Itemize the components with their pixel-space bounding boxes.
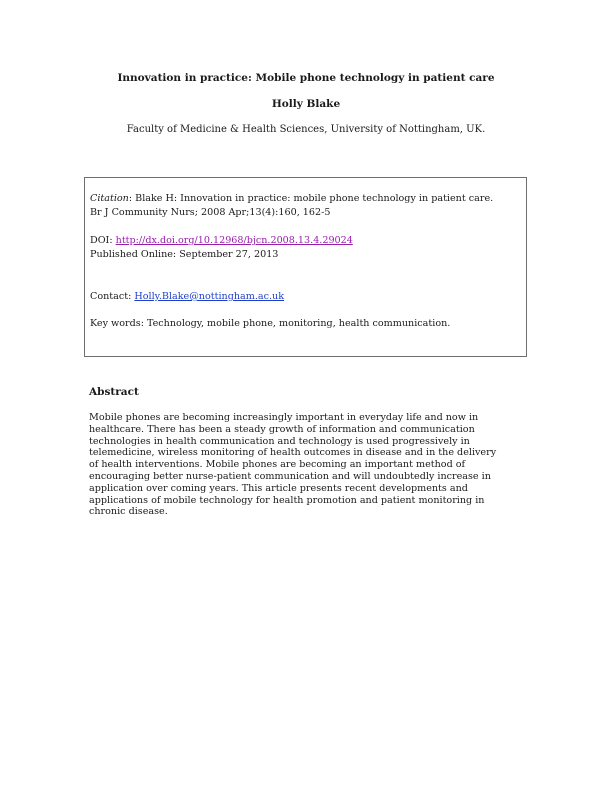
contact-label: Contact: — [90, 291, 135, 302]
abstract-line: application over coming years. This article presents recent developments and — [89, 482, 468, 494]
abstract-line: healthcare. There has been a steady growth of information and communication — [89, 423, 475, 435]
author-affiliation: Faculty of Medicine & Health Sciences, University of Nottingham, UK. — [126, 124, 486, 135]
citation-line-2: Br J Community Nurs; 2008 Apr;13(4):160, 162-5 — [90, 207, 331, 218]
abstract-line: of health interventions. Mobile phones are becoming an important method of — [89, 459, 466, 471]
paper-title: Innovation in practice: Mobile phone technology in patient care — [117, 72, 495, 84]
abstract-body — [89, 412, 519, 518]
abstract-line: encouraging better nurse-patient communication and will undoubtedly increase in — [89, 470, 491, 482]
abstract-line: telemedicine, wireless monitoring of health outcomes in disease and in the delivery — [89, 447, 497, 459]
abstract-line: chronic disease. — [89, 506, 168, 518]
doi-line — [90, 235, 353, 247]
keywords: Key words: Technology, mobile phone, monitoring, health communication. — [90, 318, 451, 329]
citation-box — [84, 177, 527, 357]
citation-label: Citation — [90, 193, 129, 204]
published-date: Published Online: September 27, 2013 — [90, 249, 279, 260]
doi-label: DOI: — [90, 235, 116, 246]
contact-line — [90, 291, 284, 303]
abstract-heading: Abstract — [89, 386, 139, 398]
contact-email-link[interactable]: Holly.Blake@nottingham.ac.uk — [134, 291, 285, 302]
abstract-line: applications of mobile technology for health promotion and patient monitoring in — [89, 494, 485, 506]
doi-link[interactable]: http://dx.doi.org/10.12968/bjcn.2008.13.4.29024 — [115, 235, 353, 246]
abstract-line: Mobile phones are becoming increasingly important in everyday life and now in — [89, 412, 479, 423]
author-name: Holly Blake — [271, 98, 341, 110]
abstract-line: technologies in health communication and technology is used progressively in — [89, 435, 470, 447]
citation-line-1 — [90, 193, 493, 205]
citation-text: : Blake H: Innovation in practice: mobile phone technology in patient care. — [128, 193, 494, 204]
